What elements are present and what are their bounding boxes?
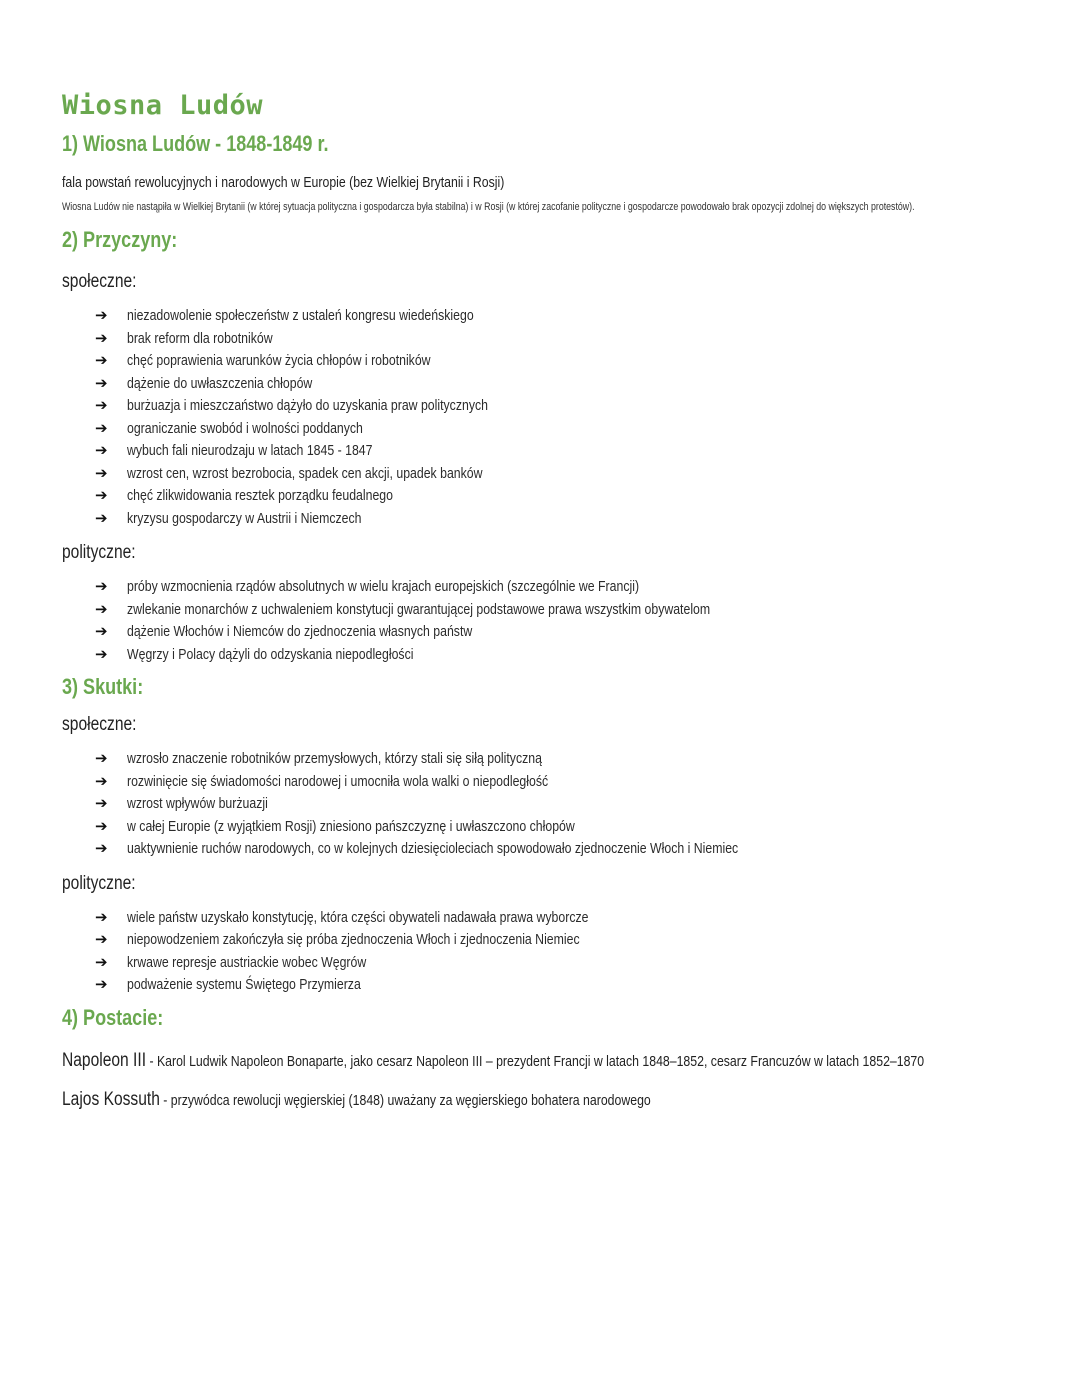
arrow-bullet-icon: ➔: [95, 907, 108, 926]
list-item: [95, 349, 1022, 372]
section1-heading: 1) Wiosna Ludów - 1848-1849 r.: [62, 131, 329, 156]
list-item: [95, 598, 1022, 621]
list-item: [95, 575, 1022, 598]
section2-political-label: polityczne:: [62, 542, 136, 563]
list-item: [95, 792, 1022, 815]
section4-heading: 4) Postacie:: [62, 1004, 164, 1030]
arrow-bullet-icon: ➔: [95, 816, 108, 835]
list-item-text: wzrost wpływów burżuazji: [127, 795, 268, 812]
page-title: Wiosna Ludów: [62, 90, 264, 121]
person-kossuth: [62, 1087, 849, 1114]
list-item: [95, 462, 1022, 485]
list-item: [95, 973, 1022, 996]
list-item-text: próby wzmocnienia rządów absolutnych w wielu krajach europejskich (szczególnie we Francji): [127, 578, 640, 595]
list-item-text: Węgrzy i Polacy dążyli do odzyskania niepodległości: [127, 645, 414, 663]
list-item: [95, 484, 1022, 507]
section3-social-list: [62, 747, 1022, 860]
list-item: [95, 394, 1022, 417]
arrow-bullet-icon: ➔: [95, 463, 108, 482]
list-item-text: niezadowolenie społeczeństw z ustaleń kongresu wiedeńskiego: [127, 307, 474, 324]
arrow-bullet-icon: ➔: [95, 622, 108, 640]
section2-social-label: społeczne:: [62, 271, 137, 292]
arrow-bullet-icon: ➔: [95, 441, 108, 459]
arrow-bullet-icon: ➔: [95, 839, 108, 857]
arrow-bullet-icon: ➔: [95, 418, 108, 437]
list-item-text: burżuazja i mieszczaństwo dążyło do uzyskania praw politycznych: [127, 397, 488, 414]
section2-heading: 2) Przyczyny:: [62, 227, 178, 252]
section2-social-list: [62, 304, 1022, 529]
list-item-text: dążenie do uwłaszczenia chłopów: [127, 374, 313, 392]
arrow-bullet-icon: ➔: [95, 975, 108, 993]
list-item: [95, 815, 1022, 838]
list-item-text: zwlekanie monarchów z uchwaleniem konstytucji gwarantującej podstawowe prawa wszystkim obywatelom: [127, 600, 711, 618]
person-name: Napoleon III: [62, 1049, 147, 1071]
arrow-bullet-icon: ➔: [95, 952, 108, 971]
list-item: [95, 417, 1022, 440]
list-item-text: chęć zlikwidowania resztek porządku feudalnego: [127, 487, 393, 504]
arrow-bullet-icon: ➔: [95, 749, 108, 767]
list-item-text: wybuch fali nieurodzaju w latach 1845 - 1847: [127, 442, 373, 459]
list-item: [95, 906, 1022, 929]
list-item-text: wiele państw uzyskało konstytucję, która części obywateli nadawała prawa wyborcze: [127, 908, 589, 926]
arrow-bullet-icon: ➔: [95, 306, 108, 324]
list-item: [95, 439, 1022, 462]
list-item: [95, 327, 1022, 350]
list-item-text: wzrost cen, wzrost bezrobocia, spadek cen akcji, upadek banków: [127, 464, 483, 482]
arrow-bullet-icon: ➔: [95, 930, 108, 948]
arrow-bullet-icon: ➔: [95, 794, 108, 812]
list-item-text: wzrosło znaczenie robotników przemysłowych, którzy stali się siłą polityczną: [127, 750, 542, 767]
list-item: [95, 620, 1022, 643]
list-item-text: dążenie Włochów i Niemców do zjednoczenia własnych państw: [127, 623, 473, 640]
list-item: [95, 837, 1022, 860]
list-item: [95, 304, 1022, 327]
section2-political-list: [62, 575, 1022, 665]
list-item: [95, 643, 1022, 666]
list-item-text: ograniczanie swobód i wolności poddanych: [127, 419, 363, 437]
person-description: - przywódca rewolucji węgierskiej (1848) uważany za węgierskiego bohatera narodowego: [159, 1091, 651, 1109]
arrow-bullet-icon: ➔: [95, 644, 108, 663]
person-napoleon: [62, 1048, 925, 1075]
section3-social-label: społeczne:: [62, 714, 137, 735]
list-item: [95, 507, 1022, 530]
arrow-bullet-icon: ➔: [95, 328, 108, 347]
list-item-text: krwawe represje austriackie wobec Węgrów: [127, 953, 367, 971]
section3-political-list: [62, 906, 1022, 996]
section3-political-label: polityczne:: [62, 872, 136, 894]
person-name: Lajos Kossuth: [62, 1088, 160, 1110]
list-item-text: rozwinięcie się świadomości narodowej i umocniła wola walki o niepodległość: [127, 772, 549, 790]
list-item-text: w całej Europie (z wyjątkiem Rosji) zniesiono pańszczyznę i uwłaszczono chłopów: [127, 817, 575, 835]
list-item-text: chęć poprawienia warunków życia chłopów i robotników: [127, 352, 431, 369]
arrow-bullet-icon: ➔: [95, 486, 108, 504]
arrow-bullet-icon: ➔: [95, 351, 108, 369]
arrow-bullet-icon: ➔: [95, 771, 108, 790]
list-item-text: kryzysu gospodarczy w Austrii i Niemczech: [127, 509, 362, 527]
list-item-text: niepowodzeniem zakończyła się próba zjednoczenia Włoch i zjednoczenia Niemiec: [127, 931, 580, 948]
list-item-text: podważenie systemu Świętego Przymierza: [127, 976, 361, 993]
arrow-bullet-icon: ➔: [95, 396, 108, 414]
arrow-bullet-icon: ➔: [95, 373, 108, 392]
document-page: [62, 86, 1022, 1114]
list-item: [95, 928, 1022, 951]
list-item: [95, 747, 1022, 770]
list-item: [95, 951, 1022, 974]
section1-note: Wiosna Ludów nie nastąpiła w Wielkiej Brytanii (w której sytuacja polityczna i gospodarcza była stabilna) i w Rosji (w której zacofanie polityczne i gospodarcze powodowało brak opozycji zdolnej do większych protestów).: [62, 201, 915, 213]
person-description: - Karol Ludwik Napoleon Bonaparte, jako cesarz Napoleon III – prezydent Francji w latach 1848–1852, cesarz Francuzów w latach 1852–1870: [146, 1052, 925, 1070]
list-item-text: uaktywnienie ruchów narodowych, co w kolejnych dziesięcioleciach spowodowało zjednoczenie Włoch i Niemiec: [127, 840, 739, 857]
arrow-bullet-icon: ➔: [95, 577, 108, 595]
section1-lead: fala powstań rewolucyjnych i narodowych w Europie (bez Wielkiej Brytanii i Rosji): [62, 174, 505, 191]
list-item: [95, 770, 1022, 793]
section3-heading: 3) Skutki:: [62, 674, 144, 699]
list-item-text: brak reform dla robotników: [127, 329, 273, 347]
list-item: [95, 372, 1022, 395]
arrow-bullet-icon: ➔: [95, 508, 108, 527]
arrow-bullet-icon: ➔: [95, 599, 108, 618]
